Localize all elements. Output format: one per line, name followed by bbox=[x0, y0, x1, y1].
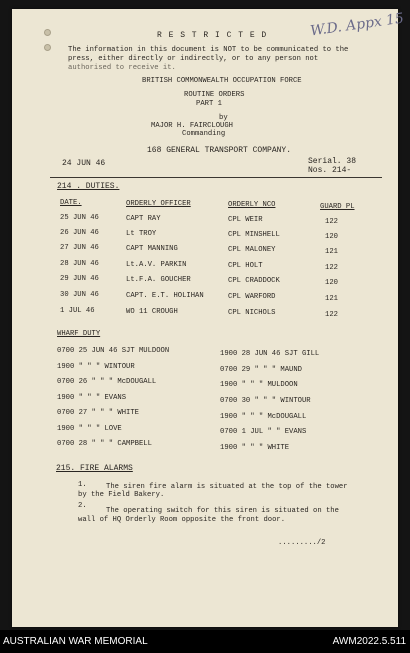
wharf-duty-entry: 1900 " " " MULDOON bbox=[220, 381, 298, 389]
commanding-role: Commanding bbox=[182, 130, 226, 138]
fire-alarms-heading: 215. FIRE ALARMS bbox=[56, 464, 133, 473]
col-header-orderly-nco: ORDERLY NCO bbox=[228, 201, 276, 209]
duty-nco: CPL CRADDOCK bbox=[228, 277, 280, 285]
orders-title: ROUTINE ORDERS bbox=[184, 91, 245, 99]
divider bbox=[50, 177, 382, 178]
fire-item-1-line-1: The siren fire alarm is situated at the top of the tower bbox=[106, 483, 348, 491]
document-page bbox=[12, 9, 405, 627]
duty-date: 27 JUN 46 bbox=[60, 244, 99, 252]
duty-guard-pl: 120 bbox=[325, 279, 338, 287]
duty-guard-pl: 122 bbox=[325, 311, 338, 319]
duty-guard-pl: 121 bbox=[325, 248, 338, 256]
notice-line-3: authorised to receive it. bbox=[68, 64, 176, 72]
duty-officer: CAPT MANNING bbox=[126, 245, 178, 253]
handwritten-annotation: W.D. Appx 15 bbox=[309, 10, 405, 40]
wharf-duty-entry: 0700 26 " " " McDOUGALL bbox=[57, 378, 157, 386]
duty-date: 25 JUN 46 bbox=[60, 214, 99, 222]
duty-date: 26 JUN 46 bbox=[60, 229, 99, 237]
fire-item-1-line-2: by the Field Bakery. bbox=[78, 491, 165, 499]
duty-date: 30 JUN 46 bbox=[60, 291, 99, 299]
duties-heading: 214 . DUTIES. bbox=[57, 182, 120, 191]
duty-guard-pl: 122 bbox=[325, 218, 338, 226]
force-title: BRITISH COMMONWEALTH OCCUPATION FORCE bbox=[142, 77, 302, 85]
wharf-duty-entry: 0700 25 JUN 46 SJT MULDOON bbox=[57, 347, 170, 355]
wharf-duty-entry: 0700 27 " " " WHITE bbox=[57, 409, 139, 417]
duty-nco: CPL MINSHELL bbox=[228, 231, 280, 239]
item-number: 2. bbox=[78, 502, 87, 510]
duty-date: 29 JUN 46 bbox=[60, 275, 99, 283]
part-title: PART 1 bbox=[196, 100, 222, 108]
duty-officer: Lt.F.A. GOUCHER bbox=[126, 276, 191, 284]
wharf-duty-entry: 1900 28 JUN 46 SJT GILL bbox=[220, 350, 320, 358]
duty-officer: CAPT RAY bbox=[126, 215, 161, 223]
wharf-duty-entry: 1900 " " " McDOUGALL bbox=[220, 413, 307, 421]
duty-nco: CPL WARFORD bbox=[228, 293, 276, 301]
duty-officer: Lt TROY bbox=[126, 230, 157, 238]
duty-nco: CPL NICHOLS bbox=[228, 309, 276, 317]
order-numbers: Nos. 214- bbox=[308, 166, 352, 175]
fire-item-2-line-1: The operating switch for this siren is situated on the bbox=[106, 507, 339, 515]
duty-officer: Lt.A.V. PARKIN bbox=[126, 261, 187, 269]
col-header-date: DATE. bbox=[60, 199, 82, 207]
wharf-duty-entry: 0700 29 " " " MAUND bbox=[220, 366, 302, 374]
wharf-duty-entry: 1900 " " " EVANS bbox=[57, 394, 127, 402]
wharf-duty-entry: 1900 " " " WHITE bbox=[220, 444, 290, 452]
wharf-duty-entry: 1900 " " " LOVE bbox=[57, 425, 122, 433]
punch-hole bbox=[44, 44, 51, 51]
by-line: by bbox=[219, 114, 228, 122]
wharf-duty-entry: 0700 1 JUL " " EVANS bbox=[220, 428, 307, 436]
item-number: 1. bbox=[78, 481, 87, 489]
continued-marker: ........./2 bbox=[278, 539, 326, 547]
duty-officer: CAPT. E.T. HOLIHAN bbox=[126, 292, 204, 300]
company-name: 168 GENERAL TRANSPORT COMPANY. bbox=[147, 146, 292, 155]
duty-officer: WO 11 CROUGH bbox=[126, 308, 178, 316]
wharf-duty-entry: 0700 28 " " " CAMPBELL bbox=[57, 440, 152, 448]
commanding-officer: MAJOR H. FAIRCLOUGH bbox=[151, 122, 233, 130]
notice-line-2: press, either directly or indirectly, or to any person not bbox=[68, 55, 319, 63]
classification-stamp: R E S T R I C T E D bbox=[157, 31, 268, 40]
fire-item-2-line-2: wall of HQ Orderly Room opposite the front door. bbox=[78, 516, 286, 524]
duty-guard-pl: 121 bbox=[325, 295, 338, 303]
duty-date: 1 JUL 46 bbox=[60, 307, 95, 315]
notice-line-1: The information in this document is NOT to be communicated to the bbox=[68, 46, 349, 54]
serial-number: Serial. 38 bbox=[308, 157, 357, 166]
archive-name: AUSTRALIAN WAR MEMORIAL bbox=[3, 636, 148, 647]
duty-guard-pl: 122 bbox=[325, 264, 338, 272]
col-header-guard-pl: GUARD PL bbox=[320, 203, 355, 211]
archive-footer bbox=[0, 630, 410, 653]
duty-guard-pl: 120 bbox=[325, 233, 338, 241]
duty-date: 28 JUN 46 bbox=[60, 260, 99, 268]
wharf-duty-heading: WHARF DUTY bbox=[57, 330, 101, 338]
duty-nco: CPL WEIR bbox=[228, 216, 263, 224]
duty-nco: CPL MALONEY bbox=[228, 246, 276, 254]
col-header-orderly-officer: ORDERLY OFFICER bbox=[126, 200, 191, 208]
wharf-duty-entry: 1900 " " " WINTOUR bbox=[57, 363, 135, 371]
wharf-duty-entry: 0700 30 " " " WINTOUR bbox=[220, 397, 311, 405]
punch-hole bbox=[44, 29, 51, 36]
order-date: 24 JUN 46 bbox=[62, 159, 106, 168]
archive-reference: AWM2022.5.511 bbox=[332, 636, 406, 647]
duty-nco: CPL HOLT bbox=[228, 262, 263, 270]
